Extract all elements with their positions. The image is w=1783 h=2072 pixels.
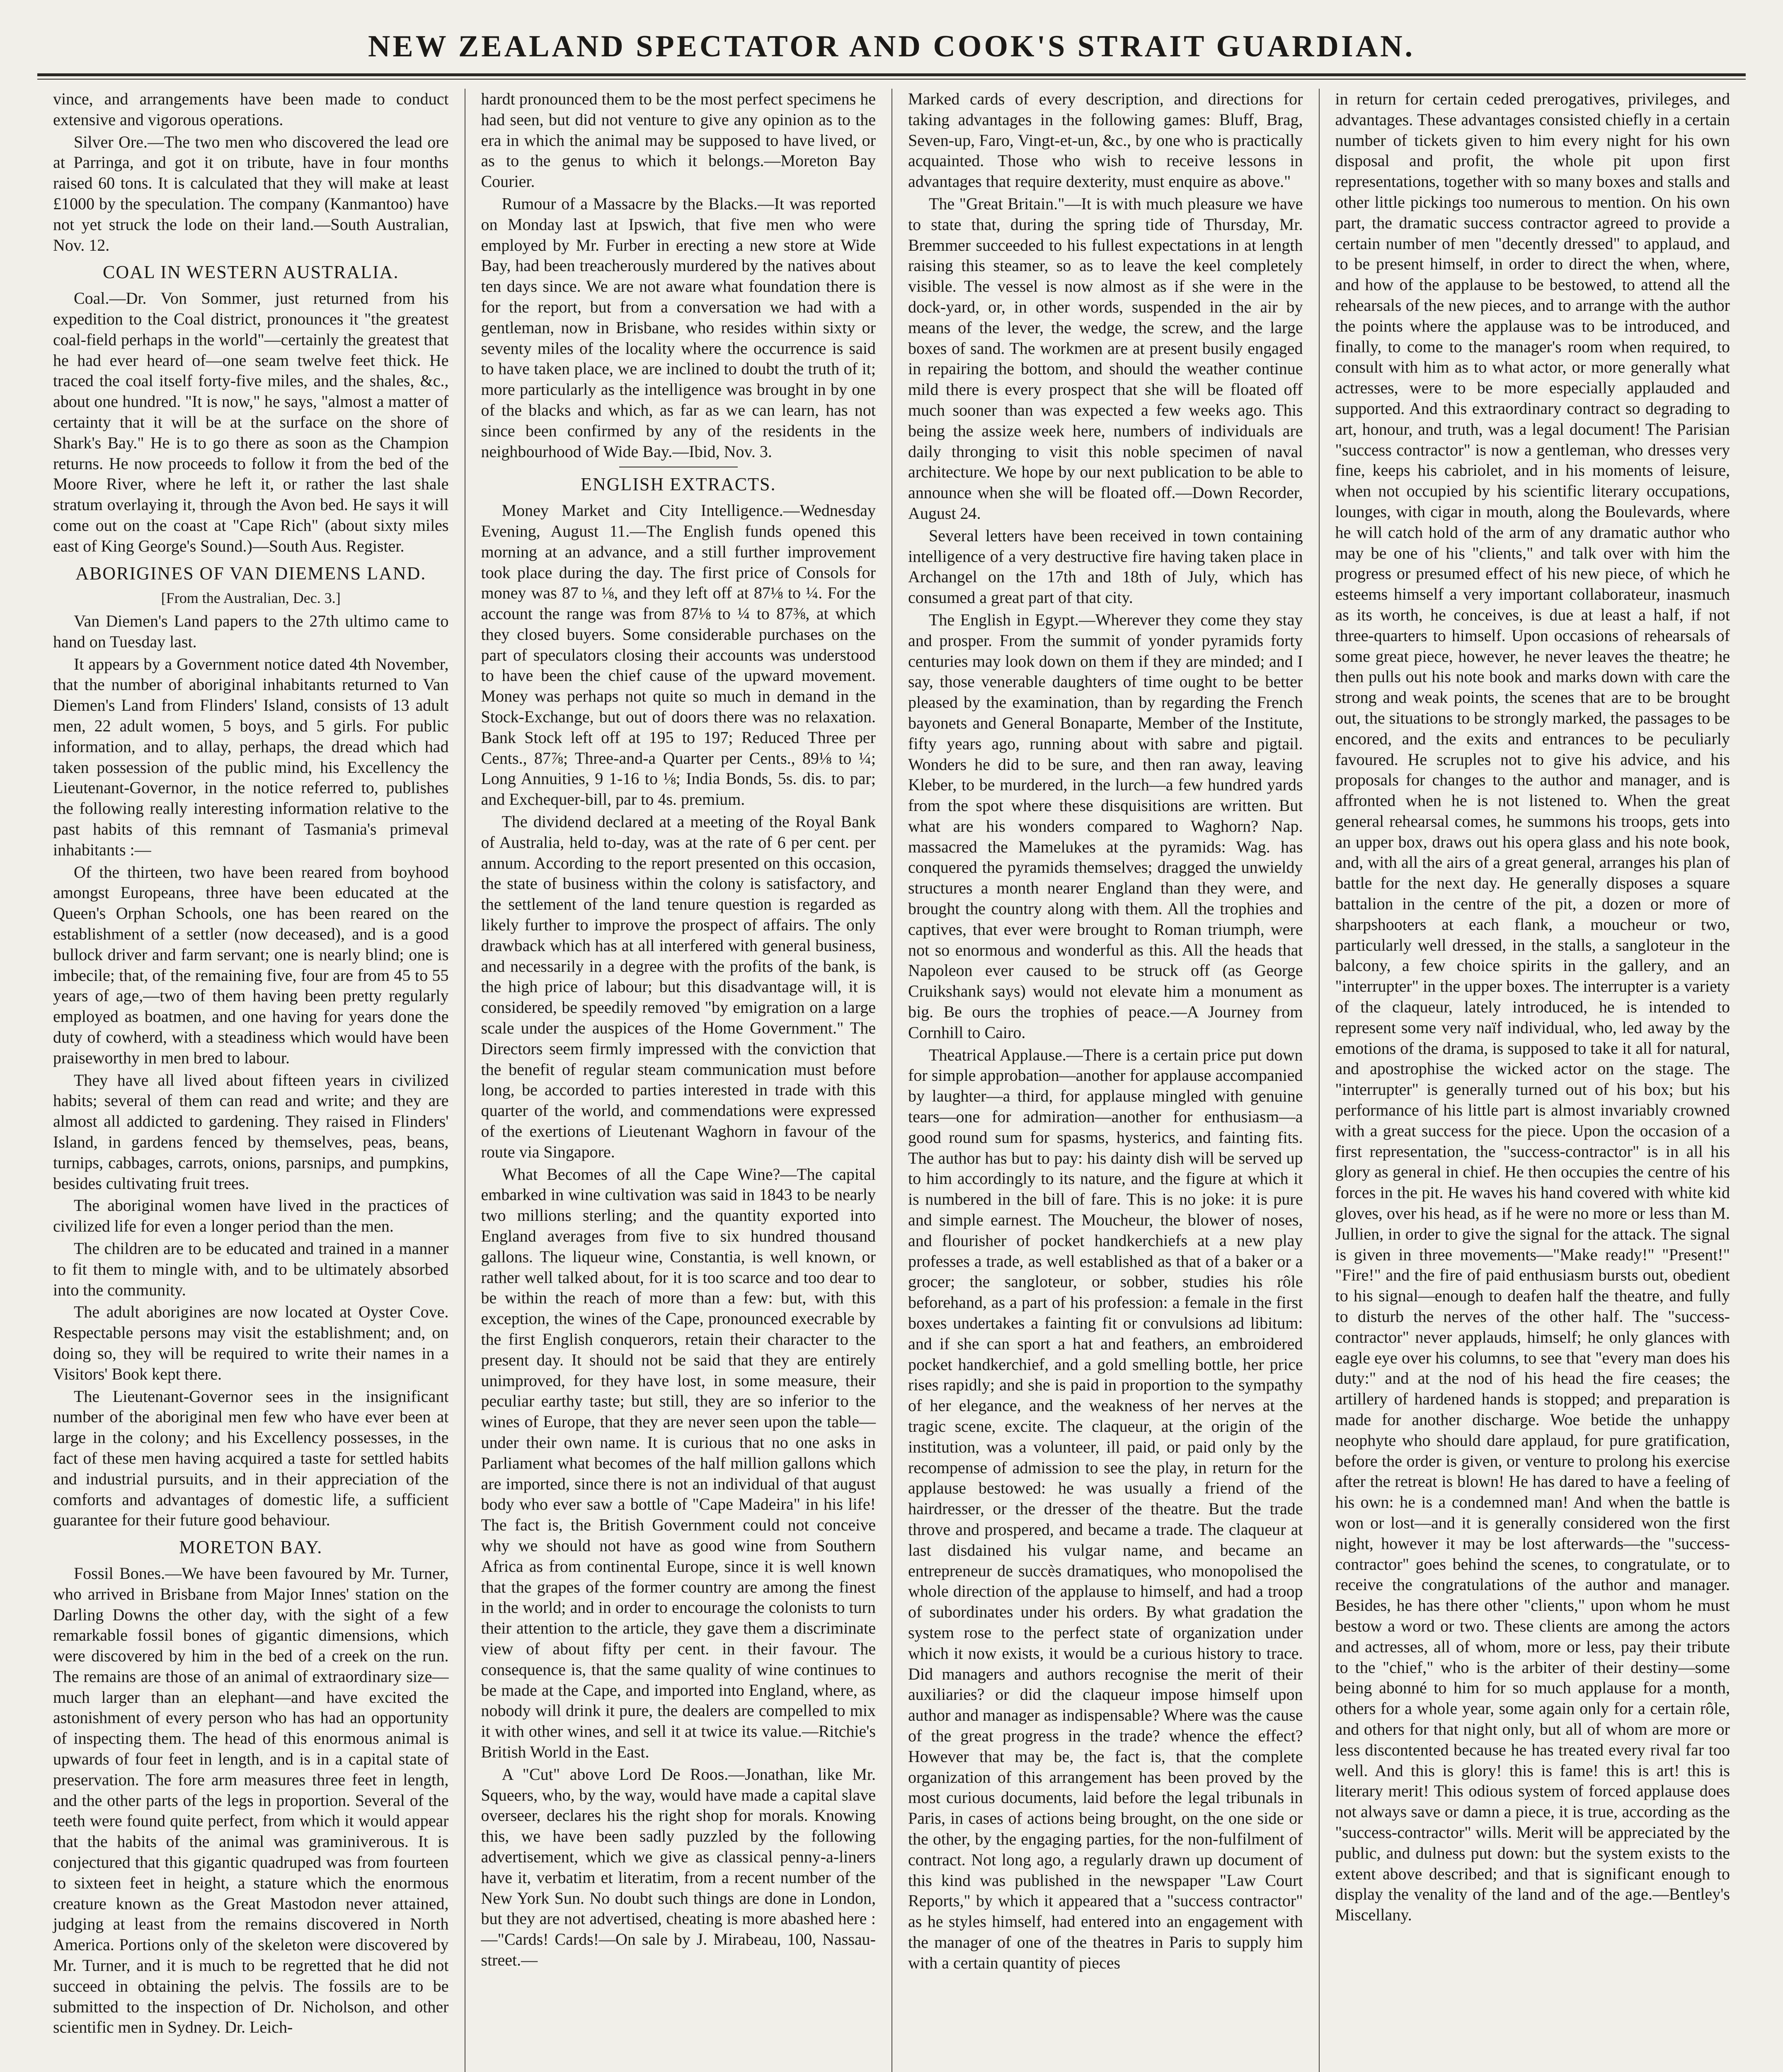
column-3 (892, 89, 1319, 2072)
paragraph: Marked cards of every description, and directions for taking advantages in the following games: Bluff, Brag, Seven-up, Faro, Vingt-et-un, &c., by one who is practically acquainted. Those who wish to receive lessons in advantages that require dexterity, must enquire as above." (908, 90, 1303, 191)
paragraph: The children are to be educated and trained in a manner to fit them to mingle with, and to be ultimately absorbed into the community. (53, 1239, 449, 1299)
paragraph: vince, and arrangements have been made to conduct extensive and vigorous operations. (53, 90, 449, 129)
masthead-rule-thick (37, 73, 1746, 76)
paragraph: Fossil Bones.—We have been favoured by Mr. Turner, who arrived in Brisbane from Major Innes' station on the Darling Downs the other day, with the sight of a few remarkable fossil bones of gigantic dimensions, which were discovered by him in the bed of a creek on the run. The remains are those of an animal of extraordinary size—much larger than an elephant—and have excited the astonishment of every person who has had an opportunity of inspecting them. The head of this enormous animal is upwards of four feet in length, and is in a capital state of preservation. The fore arm measures three feet in length, and the other parts of the legs in proportion. Several of the teeth were found quite perfect, from which it would appear that the habits of the animal was graminiverous. It is conjectured that this gigantic quadruped was from fourteen to sixteen feet in height, a stature which the enormous creature known as the Great Mastodon never attained, judging at least from the remains discovered in North America. Portions only of the skeleton were discovered by Mr. Turner, and it is much to be regretted that he did not succeed in obtaining the pelvis. The fossils are to be submitted to the inspection of Dr. Nicholson, and other scientific men in Sydney. Dr. Leich- (53, 1564, 449, 2037)
paragraph: Theatrical Applause.—There is a certain price put down for simple approbation—another for applause accompanied by laughter—a third, for applause mingled with genuine tears—one for admiration—another for enthusiasm—a good round sum for spasms, hysterics, and fainting fits. The author has but to pay: his dainty dish will be served up to him accordingly to its nature, and the figure at which it is numbered in the bill of fare. This is no joke: it is pure and simple earnest. The Moucheur, the blower of noses, and flourisher of pocket handkerchiefs at a new play professes a trade, as well established as that of a baker or a grocer; the sangloteur, or sobber, studies his rôle beforehand, as a part of his profession: a female in the first boxes undertakes a fainting fit or convulsions ad libitum: and if she can sport a hat and feathers, an embroidered pocket handkerchief, and a gold smelling bottle, her price rises rapidly; and she is paid in proportion to the sympathy of her elegance, and the weakness of her nerves at the tragic scene, excite. The claqueur, at the origin of the institution, was a volunteer, ill paid, or paid only by the recompense of admission to see the play, in return for the applause bestowed: he was usually a friend of the hairdresser, or the dresser of the theatre. But the trade throve and prospered, and became a trade. The claqueur at last disdained his vulgar name, and became an entrepreneur de succès dramatiques, who monopolised the whole direction of the applause to himself, and had a troop of subordinates under his orders. By what gradation the system rose to the perfect state of organization under which it now exists, it would be a curious history to trace. Did managers and authors recognise the merit of their auxiliaries? or did the claqueur impose himself upon author and manager as indispensable? Where was the cause of the great progress in the trade? whence the effect? However that may be, the fact is, that the complete organization of this arrangement has been proved by the most curious documents, laid before the legal tribunals in Paris, in cases of actions being brought, on the one side or the other, by the engaging parties, for the non-fulfilment of contract. Not long ago, a regularly drawn up document of this kind was published in the newspaper "Law Court Reports," by which it appeared that a "success contractor" as he styles himself, had entered into an engagement with the manager of one of the theatres in Paris to supply him with a certain quantity of pieces (908, 1045, 1303, 1972)
paragraph: Rumour of a Massacre by the Blacks.—It was reported on Monday last at Ipswich, that five men who were employed by Mr. Furber in erecting a new store at Wide Bay, had been treacherously murdered by the natives about ten days since. We are not aware what foundation there is for the report, but from a conversation we had with a gentleman, now in Brisbane, who resides within sixty or seventy miles of the locality where the occurrence is said to have taken place, we are inclined to doubt the truth of it; more particularly as the intelligence was brought in by one of the blacks and which, as far as we can learn, has not since been confirmed by any of the residents in the neighbourhood of Wide Bay.—Ibid, Nov. 3. (481, 194, 876, 461)
masthead-rule-thin (37, 79, 1746, 80)
paragraph: Van Diemen's Land papers to the 27th ultimo came to hand on Tuesday last. (53, 612, 449, 651)
paragraph: What Becomes of all the Cape Wine?—The capital embarked in wine cultivation was said in 1843 to be nearly two millions sterling; and the quantity exported into England averages from five to six hundred thousand gallons. The liqueur wine, Constantia, is well known, or rather well talked about, for it is too scarce and too dear to be within the reach of more than a few: but, with this exception, the wines of the Cape, pronounced execrable by the first English conquerors, retain their character to the present day. It should not be said that they are entirely unimproved, for they have lost, in some measure, their peculiar earthy taste; but still, they are so inferior to the wines of Europe, that they are never seen upon the table—under their own name. It is curious that no one asks in Parliament what becomes of the half million gallons which are imported, since there is not an individual of that august body who ever saw a bottle of "Cape Madeira" in his life! The fact is, the British Government could not conceive why we should not have as good wine from Southern Africa as from continental Europe, since it is well known that the grapes of the former country are among the finest in the world; and in order to encourage the colonists to turn their attention to the article, they gave them a discriminate view of about fifty per cent. in their favour. The consequence is, that the same quality of wine continues to be made at the Cape, and imported into England, where, as nobody will drink it pure, the dealers are compelled to mix it with other wines, and sell it at twice its value.—Ritchie's British World in the East. (481, 1164, 876, 1761)
paragraph: Of the thirteen, two have been reared from boyhood amongst Europeans, three have been educated at the Queen's Orphan Schools, one has been reared on the establishment of a settler (now deceased), and is a good bullock driver and farm servant; one is nearly blind; one is imbecile; that, of the remaining five, four are from 45 to 55 years of age,—two of them having been pretty regularly employed as boatmen, and one having for years done the duty of cowherd, with a steadiness which would have been praiseworthy in men bred to labour. (53, 862, 449, 1067)
source-line: [From the Australian, Dec. 3.] (161, 590, 341, 607)
masthead: NEW ZEALAND SPECTATOR AND COOK'S STRAIT GUARDIAN. (368, 29, 1415, 63)
paragraph: It appears by a Government notice dated 4th November, that the number of aboriginal inhabitants returned to Van Diemen's Land from Flinders' Island, consists of 13 adult men, 22 adult women, 5 boys, and 5 girls. For public information, and to allay, perhaps, the dread which had taken possession of the public mind, his Excellency the Lieutenant-Governor, in the notice referred to, publishes the following really interesting information relative to the past habits of this remnant of Tasmania's primeval inhabitants :— (53, 654, 449, 859)
paragraph: The Lieutenant-Governor sees in the insignificant number of the aboriginal men few who have ever been at large in the colony; and his Excellency possesses, in the fact of these men having acquired a taste for settled habits and industrial pursuits, and in their appreciation of the comforts and advantages of domestic life, a sufficient guarantee for their future good behaviour. (53, 1387, 449, 1530)
column-4 (1319, 89, 1746, 2072)
paragraph: Money Market and City Intelligence.—Wednesday Evening, August 11.—The English funds opened this morning at an advance, and a still further improvement took place during the day. The first price of Consols for money was 87 to ⅛, and they left off at 87⅛ to ¼. For the account the range was from 87⅛ to ¼ to 87⅜, at which they closed buyers. Some considerable purchases on the part of speculators closing their accounts was understood to have been the chief cause of the upward movement. Money was perhaps not quite so much in demand in the Stock-Exchange, but out of doors there was no relaxation. Bank Stock left off at 195 to 197; Reduced Three per Cents., 87⅞; Three-and-a Quarter per Cents., 89⅛ to ¼; Long Annuities, 9 1-16 to ⅛; India Bonds, 5s. dis. to par; and Exchequer-bill, par to 4s. premium. (481, 501, 876, 809)
paragraph: hardt pronounced them to be the most perfect specimens he had seen, but did not venture to give any opinion as to the era in which the animal may be supposed to have lived, or as to the genus to which it belongs.—Moreton Bay Courier. (481, 90, 876, 191)
paragraph: The adult aborigines are now located at Oyster Cove. Respectable persons may visit the establishment; and, on doing so, they will be required to write their names in a Visitors' Book kept there. (53, 1302, 449, 1383)
column-2 (465, 89, 892, 2072)
columns (37, 89, 1746, 2072)
paragraph: The English in Egypt.—Wherever they come they stay and prosper. From the summit of yonder pyramids forty centuries may look down on them if they are minded; and I say, those venerable daughters of time ought to be better pleased by the examination, than by regarding the French bayonets and General Bonaparte, Member of the Institute, fifty years ago, running about with sabre and pigtail. Wonders he did to be sure, and then ran away, leaving Kleber, to be murdered, in the lurch—a few hundred yards from the spot where these disquisitions are written. But what are his wonders compared to Waghorn? Nap. massacred the Mamelukes at the pyramids: Wag. has conquered the pyramids themselves; dragged the unwieldy structures a month nearer England than they were, and brought the country along with them. All the trophies and captives, that ever were brought to Roman triumph, were not so enormous and wonderful as this. All the heads that Napoleon ever caused to be struck off (as George Cruikshank says) would not elevate him a monument as big. Be ours the trophies of peace.—A Journey from Cornhill to Cairo. (908, 610, 1303, 1042)
paragraph: The dividend declared at a meeting of the Royal Bank of Australia, held to-day, was at the rate of 6 per cent. per annum. According to the report presented on this occasion, the state of business within the colony is satisfactory, and the settlement of the land tenure question is regarded as likely further to improve the prospect of affairs. The only drawback which has at all interfered with general business, and necessarily in a degree with the profits of the bank, is the high price of labour; but this disadvantage will, it is considered, be speedily removed "by emigration on a large scale under the auspices of the Home Government." The Directors seem firmly impressed with the conviction that the benefit of regular steam communication must before long, be accorded to parties interested in trade with this quarter of the world, and commendations were expressed of the exertions of Lieutenant Waghorn in favour of the route via Singapore. (481, 812, 876, 1161)
paragraph: A "Cut" above Lord De Roos.—Jonathan, like Mr. Squeers, who, by the way, would have made a capital slave overseer, declares his the right shop for morals. Knowing this, we have been sadly puzzled by the following advertisement, which we give as classical penny-a-liners have it, verbatim et literatim, from a recent number of the New York Sun. No doubt such things are done in London, but they are not advertised, cheating is more abashed here :—"Cards! Cards!—On sale by J. Mirabeau, 100, Nassau-street.— (481, 1765, 876, 1969)
section-heading: ABORIGINES OF VAN DIEMENS LAND. (75, 563, 426, 583)
paragraph: Coal.—Dr. Von Sommer, just returned from his expedition to the Coal district, pronounces it "the greatest coal-field perhaps in the world"—certainly the greatest that he had ever heard of—one seam twelve feet thick. He traced the coal itself forty-five miles, and the shales, &c., about one hundred. "It is now," he says, "almost a matter of certainty that it will be at the surface on the shore of Shark's Bay." He is to go there as soon as the Champion returns. He now proceeds to follow it from the bed of the Moore River, where he left it, or rather the last shale stratum overlaying it, through the Avon bed. He says it will come out on the coast at "Cape Rich" (about sixty miles east of King George's Sound.)—South Aus. Register. (53, 289, 449, 555)
section-heading: ENGLISH EXTRACTS. (580, 474, 776, 495)
column-1 (37, 89, 465, 2072)
section-heading: COAL IN WESTERN AUSTRALIA. (103, 262, 399, 283)
paragraph: The aboriginal women have lived in the practices of civilized life for even a longer period than the men. (53, 1196, 449, 1236)
paragraph: in return for certain ceded prerogatives, privileges, and advantages. These advantages consisted chiefly in a certain number of tickets given to him every night for his own disposal and profit, the whole pit upon first representations, together with so many boxes and stalls and other little pickings too numerous to mention. On his own part, the dramatic success contractor agreed to provide a certain number of men "decently dressed" to applaud, and to be present himself, in order to direct the when, where, and how of the applause to be bestowed, to attend all the rehearsals of the new pieces, and to arrange with the author the points where the applause was to be introduced, and finally, to come to the manager's room when required, to consult with him as to what actor, or more generally what actresses, were to be more especially applauded and supported. And this extraordinary contract so degrading to art, honour, and truth, was a legal document! The Parisian "success contractor" is now a gentleman, who dresses very fine, keeps his cabriolet, and in his moments of leisure, when not occupied by his scientific literary occupations, lounges, with cigar in mouth, along the Boulevards, where he will catch hold of the arm of any dramatic author who may be one of his "clients," and talk over with him the progress or presumed effect of his new piece, of which he esteems himself a very important collaborateur, inasmuch as its worth, he conceives, is due at least a half, if not three-quarters to himself. Upon occasions of rehearsals of some great piece, however, he never leaves the theatre; he then pulls out his note book and marks down with care the strong and weak points, the scenes that are to be brought out, the situations to be strongly marked, the passages to be encored, and the exits and entrances to be peculiarly favoured. He scruples not to give his advice, and his proposals for changes to the author and manager, and is affronted when he is not listened to. When the great general rehearsal comes, he summons his troops, gets into an upper box, draws out his opera glass and his note book, and, with all the airs of a great general, arranges his plan of battle for the next day. He generally disposes a square battalion in the centre of the pit, a dozen or more of sharpshooters at each flank, a moucheur or two, particularly well dressed, in the stalls, a sangloteur in the balcony, a few choice spirits in the gallery, and an "interrupter" in the upper boxes. The interrupter is a variety of the claqueur, lately introduced, he is intended to represent some very naïf individual, who, led away by the emotions of the drama, is supposed to take it all for natural, and apostrophise the wicked actor on the stage. The "interrupter" is generally turned out of his box; but his performance of his little part is almost invariably crowned with a great success for the piece. Upon the occasion of a first representation, the "success-contractor" is in all his glory as general in chief. He then occupies the centre of his forces in the pit. He waves his hand covered with white kid gloves, over his head, as if he were no more or less than M. Jullien, in order to give the signal for the attack. The signal is given in three movements—"Make ready!" "Present!" "Fire!" and the fire of paid enthusiasm bursts out, obedient to his signal—enough to deafen half the theatre, and fully to disturb the nerves of the other half. The "success-contractor" never applauds, himself; he only glances with eagle eye over his columns, to see that "every man does his duty:" and at the nod of his head the fire ceases; the artillery of hardened hands is stopped; and preparation is made for another discharge. Woe betide the unhappy neophyte who should dare applaud, for pure gratification, before the order is given, or venture to prolong his exercise after the retreat is blown! He has dared to have a feeling of his own: he is a condemned man! And when the battle is won or lost—and it is generally considered won the first night, however it may be lost afterwards—the "success-contractor" goes behind the scenes, to congratulate, or to receive the congratulations of the author and manager. Besides, he has there other "clients," upon whom he must bestow a word or two. These clients are among the actors and actresses, all of whom, more or less, pay their tribute to the "chief," who is the arbiter of their destiny—some being abonné to him for so much applause for a month, others for a whole year, some again only for a certain rôle, and others for that night only, but all of whom are more or less discontented because he has treated every rival far too well. And this is glory! this is fame! this is art! this is literary merit! This odious system of forced applause does not always save or damn a piece, it is true, according as the "success-contractor" wills. Merit will be appreciated by the public, and dulness put down: but the system exists to the extent above described; and that is significant enough to display the venality of the land and of the age.—Bentley's Miscellany. (1335, 90, 1730, 1924)
paragraph: Several letters have been received in town containing intelligence of a very destructive fire having taken place in Archangel on the 17th and 18th of July, which has consumed a great part of that city. (908, 526, 1303, 607)
section-heading: MORETON BAY. (179, 1537, 323, 1558)
paragraph: They have all lived about fifteen years in civilized habits; several of them can read and write; and they are almost all addicted to gardening. They raised in Flinders' Island, in gardens fenced by themselves, peas, beans, turnips, cabbages, carrots, onions, parsnips, and pumpkins, besides cultivating fruit trees. (53, 1070, 449, 1193)
paragraph: The "Great Britain."—It is with much pleasure we have to state that, during the spring tide of Thursday, Mr. Bremmer succeeded to his fullest expectations in at length raising this steamer, so as to leave the keel completely visible. The vessel is now almost as if she were in the dock-yard, or, in other words, suspended in the air by means of the lever, the wedge, the screw, and the large boxes of sand. The workmen are at present busily engaged in repairing the bottom, and should the weather continue mild there is every prospect that she will be floated off much sooner than was expected a few weeks ago. This being the assize week here, numbers of individuals are daily thronging to visit this noble specimen of naval architecture. We hope by our next publication to be able to announce when she will be floated off.—Down Recorder, August 24. (908, 194, 1303, 523)
paragraph: Silver Ore.—The two men who discovered the lead ore at Parringa, and got it on tribute, have in four months raised 60 tons. It is calculated that they will make at least £1000 by the speculation. The company (Kanmantoo) have not yet struck the lode on their land.—South Australian, Nov. 12. (53, 132, 449, 254)
